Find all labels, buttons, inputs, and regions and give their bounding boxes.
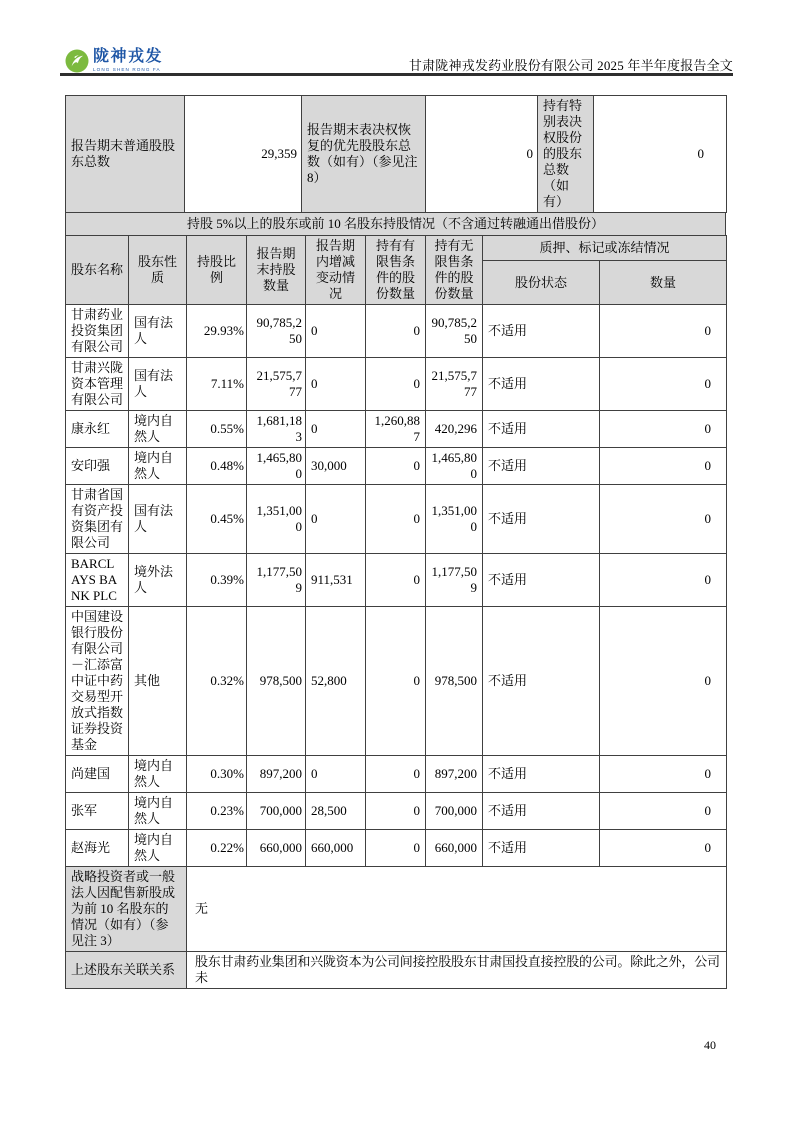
col-header-share-status: 股份状态 bbox=[483, 261, 600, 305]
shareholder-name: 安印强 bbox=[66, 448, 129, 485]
strategic-investor-label: 战略投资者或一般法人因配售新股成为前 10 名股东的情况（如有）（参见注 3） bbox=[66, 867, 187, 952]
company-logo bbox=[65, 49, 163, 73]
related-party-value: 股东甘肃药业集团和兴陇资本为公司间接控股股东甘肃国投直接控股的公司。除此之外，公司未 bbox=[187, 952, 727, 989]
restricted-shares: 0 bbox=[366, 830, 426, 867]
unrestricted-shares: 90,785,250 bbox=[426, 305, 483, 358]
shareholding-ratio: 0.45% bbox=[187, 485, 247, 554]
pledge-quantity: 0 bbox=[600, 448, 727, 485]
unrestricted-shares: 1,177,509 bbox=[426, 554, 483, 607]
share-status: 不适用 bbox=[483, 756, 600, 793]
logo-icon bbox=[65, 49, 89, 73]
table-row bbox=[66, 554, 727, 607]
shares-end: 1,465,800 bbox=[247, 448, 306, 485]
unrestricted-shares: 660,000 bbox=[426, 830, 483, 867]
table-row bbox=[66, 448, 727, 485]
summary-row bbox=[66, 96, 727, 213]
period-change: 30,000 bbox=[306, 448, 366, 485]
shareholders-tables bbox=[65, 95, 726, 989]
shareholding-ratio: 0.39% bbox=[187, 554, 247, 607]
share-status: 不适用 bbox=[483, 485, 600, 554]
share-status: 不适用 bbox=[483, 554, 600, 607]
unrestricted-shares: 420,296 bbox=[426, 411, 483, 448]
strategic-investor-value: 无 bbox=[187, 867, 727, 952]
restricted-shares: 0 bbox=[366, 756, 426, 793]
shareholder-nature: 境内自然人 bbox=[129, 411, 187, 448]
shareholder-nature: 境内自然人 bbox=[129, 830, 187, 867]
shares-end: 700,000 bbox=[247, 793, 306, 830]
shareholding-ratio: 0.32% bbox=[187, 607, 247, 756]
shareholding-ratio: 0.30% bbox=[187, 756, 247, 793]
period-change: 52,800 bbox=[306, 607, 366, 756]
period-change: 28,500 bbox=[306, 793, 366, 830]
pledge-quantity: 0 bbox=[600, 793, 727, 830]
section-title: 持股 5%以上的股东或前 10 名股东持股情况（不含通过转融通出借股份） bbox=[66, 213, 726, 236]
shares-end: 897,200 bbox=[247, 756, 306, 793]
logo-text-block bbox=[93, 49, 163, 72]
page-number: 40 bbox=[704, 1038, 716, 1052]
table-row bbox=[66, 830, 727, 867]
unrestricted-shares: 1,465,800 bbox=[426, 448, 483, 485]
section-title-row bbox=[66, 213, 726, 236]
col-header-unrestricted: 持有无限售条件的股份数量 bbox=[426, 236, 483, 305]
related-party-row bbox=[66, 952, 727, 989]
report-title: 甘肃陇神戎发药业股份有限公司 2025 年半年度报告全文 bbox=[408, 58, 733, 73]
special-voting-value: 0 bbox=[594, 96, 727, 213]
brand-name: 陇神戎发 bbox=[93, 48, 164, 65]
table-row bbox=[66, 305, 727, 358]
shareholder-name: BARCLAYS BANK PLC bbox=[66, 554, 129, 607]
shareholder-nature: 其他 bbox=[129, 607, 187, 756]
pledge-quantity: 0 bbox=[600, 756, 727, 793]
share-status: 不适用 bbox=[483, 305, 600, 358]
shareholder-nature: 境外法人 bbox=[129, 554, 187, 607]
restricted-shares: 0 bbox=[366, 305, 426, 358]
unrestricted-shares: 21,575,777 bbox=[426, 358, 483, 411]
restricted-shares: 0 bbox=[366, 358, 426, 411]
table-row bbox=[66, 793, 727, 830]
pledge-quantity: 0 bbox=[600, 607, 727, 756]
ordinary-shareholders-label: 报告期末普通股股东总数 bbox=[66, 96, 185, 213]
shareholder-name: 张军 bbox=[66, 793, 129, 830]
col-header-pledge-group: 质押、标记或冻结情况 bbox=[483, 236, 727, 261]
strategic-investor-row bbox=[66, 867, 727, 952]
restricted-shares: 1,260,887 bbox=[366, 411, 426, 448]
pledge-quantity: 0 bbox=[600, 830, 727, 867]
section-title-table bbox=[65, 212, 726, 236]
col-header-restricted: 持有有限售条件的股份数量 bbox=[366, 236, 426, 305]
top-shareholders-table bbox=[65, 235, 727, 989]
share-status: 不适用 bbox=[483, 448, 600, 485]
restricted-shares: 0 bbox=[366, 485, 426, 554]
shareholder-name: 甘肃省国有资产投资集团有限公司 bbox=[66, 485, 129, 554]
pledge-quantity: 0 bbox=[600, 358, 727, 411]
shareholding-ratio: 7.11% bbox=[187, 358, 247, 411]
restricted-shares: 0 bbox=[366, 607, 426, 756]
pledge-quantity: 0 bbox=[600, 411, 727, 448]
restricted-shares: 0 bbox=[366, 448, 426, 485]
shareholding-ratio: 29.93% bbox=[187, 305, 247, 358]
shareholder-nature: 国有法人 bbox=[129, 305, 187, 358]
shareholder-name: 中国建设银行股份有限公司－汇添富中证中药交易型开放式指数证券投资基金 bbox=[66, 607, 129, 756]
brand-subtitle: LONG SHEN RONG FA bbox=[93, 66, 161, 72]
ordinary-shareholders-value: 29,359 bbox=[185, 96, 302, 213]
col-header-nature: 股东性质 bbox=[129, 236, 187, 305]
shares-end: 90,785,250 bbox=[247, 305, 306, 358]
share-status: 不适用 bbox=[483, 793, 600, 830]
period-change: 911,531 bbox=[306, 554, 366, 607]
unrestricted-shares: 1,351,000 bbox=[426, 485, 483, 554]
shareholder-summary-table bbox=[65, 95, 727, 213]
period-change: 0 bbox=[306, 485, 366, 554]
shareholder-name: 赵海光 bbox=[66, 830, 129, 867]
shares-end: 1,177,509 bbox=[247, 554, 306, 607]
shareholder-nature: 国有法人 bbox=[129, 485, 187, 554]
period-change: 0 bbox=[306, 411, 366, 448]
shares-end: 21,575,777 bbox=[247, 358, 306, 411]
shareholder-name: 尚建国 bbox=[66, 756, 129, 793]
table-row bbox=[66, 756, 727, 793]
col-header-name: 股东名称 bbox=[66, 236, 129, 305]
share-status: 不适用 bbox=[483, 411, 600, 448]
share-status: 不适用 bbox=[483, 830, 600, 867]
col-header-shares-end: 报告期末持股数量 bbox=[247, 236, 306, 305]
share-status: 不适用 bbox=[483, 358, 600, 411]
shareholder-name: 康永红 bbox=[66, 411, 129, 448]
share-status: 不适用 bbox=[483, 607, 600, 756]
shareholder-nature: 国有法人 bbox=[129, 358, 187, 411]
shares-end: 660,000 bbox=[247, 830, 306, 867]
page-header bbox=[60, 48, 733, 74]
preferred-shareholders-label: 报告期末表决权恢复的优先股股东总数（如有）（参见注 8） bbox=[302, 96, 426, 213]
restricted-shares: 0 bbox=[366, 793, 426, 830]
shareholder-nature: 境内自然人 bbox=[129, 448, 187, 485]
pledge-quantity: 0 bbox=[600, 305, 727, 358]
table-row bbox=[66, 411, 727, 448]
col-header-ratio: 持股比例 bbox=[187, 236, 247, 305]
col-header-quantity: 数量 bbox=[600, 261, 727, 305]
period-change: 0 bbox=[306, 358, 366, 411]
period-change: 660,000 bbox=[306, 830, 366, 867]
restricted-shares: 0 bbox=[366, 554, 426, 607]
shareholder-name: 甘肃药业投资集团有限公司 bbox=[66, 305, 129, 358]
shares-end: 978,500 bbox=[247, 607, 306, 756]
pledge-quantity: 0 bbox=[600, 554, 727, 607]
period-change: 0 bbox=[306, 756, 366, 793]
unrestricted-shares: 700,000 bbox=[426, 793, 483, 830]
table-row bbox=[66, 485, 727, 554]
pledge-quantity: 0 bbox=[600, 485, 727, 554]
preferred-shareholders-value: 0 bbox=[426, 96, 538, 213]
shareholder-name: 甘肃兴陇资本管理有限公司 bbox=[66, 358, 129, 411]
unrestricted-shares: 897,200 bbox=[426, 756, 483, 793]
table-row bbox=[66, 358, 727, 411]
shares-end: 1,681,183 bbox=[247, 411, 306, 448]
col-header-change: 报告期内增减变动情况 bbox=[306, 236, 366, 305]
shares-end: 1,351,000 bbox=[247, 485, 306, 554]
shareholder-nature: 境内自然人 bbox=[129, 793, 187, 830]
period-change: 0 bbox=[306, 305, 366, 358]
related-party-label: 上述股东关联关系 bbox=[66, 952, 187, 989]
shareholder-nature: 境内自然人 bbox=[129, 756, 187, 793]
special-voting-label: 持有特别表决权股份的股东总数（如有） bbox=[538, 96, 594, 213]
header-divider bbox=[60, 73, 733, 76]
shareholding-ratio: 0.55% bbox=[187, 411, 247, 448]
shareholding-ratio: 0.48% bbox=[187, 448, 247, 485]
table-row bbox=[66, 607, 727, 756]
unrestricted-shares: 978,500 bbox=[426, 607, 483, 756]
shareholding-ratio: 0.23% bbox=[187, 793, 247, 830]
shareholding-ratio: 0.22% bbox=[187, 830, 247, 867]
table-header-row bbox=[66, 236, 727, 261]
